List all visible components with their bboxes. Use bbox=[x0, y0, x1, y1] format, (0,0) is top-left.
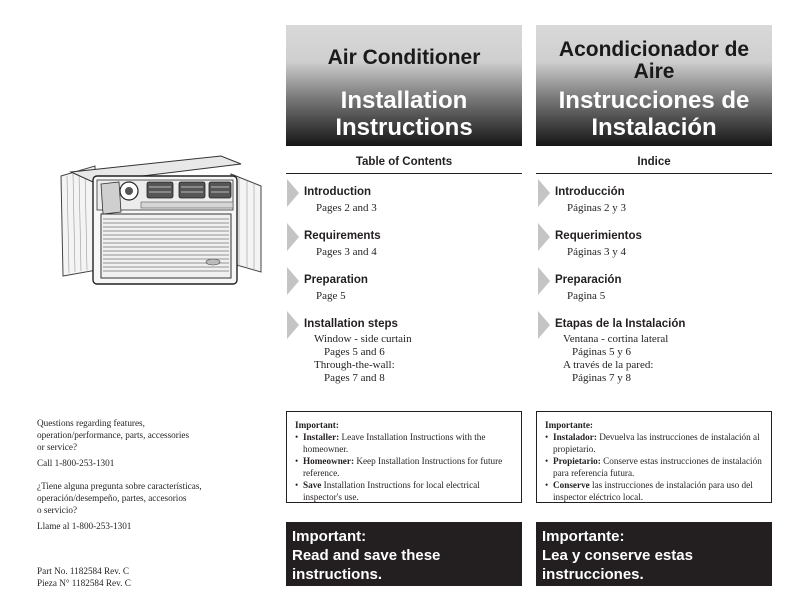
notice-item-instalador bbox=[545, 431, 763, 455]
toc-subentry-ventana-pages: Páginas 5 y 6 bbox=[572, 346, 631, 358]
contact-info-spanish bbox=[37, 480, 202, 532]
toc-entry-pages: Páginas 2 y 3 bbox=[567, 202, 626, 214]
notice-item-text: Leave Installation Instructions with the homeowner. bbox=[303, 432, 486, 454]
banner-doc-title-line2: Instalación bbox=[591, 114, 717, 141]
notice-item-installer bbox=[295, 431, 513, 455]
notice-item-text: Conserve estas instrucciones de instalación para referencia futura. bbox=[553, 456, 762, 478]
banner-doc-title-line1: Instrucciones de bbox=[558, 87, 750, 114]
important-box-line2: Read and save these bbox=[292, 547, 441, 564]
title-banner-english bbox=[286, 25, 522, 146]
toc-entry-title: Introduction bbox=[304, 186, 372, 198]
toc-entry-pages: Pages 2 and 3 bbox=[316, 202, 377, 214]
important-box-line1: Importante: bbox=[542, 528, 625, 545]
notice-item-label: Installer: bbox=[303, 432, 340, 442]
banner-product-title: Air Conditioner bbox=[327, 46, 481, 69]
notice-heading: Importante: bbox=[545, 420, 593, 430]
contact-text: operación/desempeño, partes, accesorios bbox=[37, 493, 187, 503]
toc-entry-title: Requerimientos bbox=[555, 230, 642, 242]
part-number-english: Part No. 1182584 Rev. C bbox=[37, 566, 129, 576]
toc-entry-title: Preparación bbox=[555, 274, 622, 286]
toc-entry-pages: Páginas 3 y 4 bbox=[567, 246, 626, 258]
contact-text: ¿Tiene alguna pregunta sobre características, bbox=[37, 481, 202, 491]
contact-text: operation/performance, parts, accessories bbox=[37, 430, 190, 440]
notice-item-text: Devuelva las instrucciones de instalación al propietario. bbox=[553, 432, 760, 454]
notice-item-text: las instrucciones de instalación para uso del inspector eléctrico local. bbox=[553, 480, 753, 502]
banner-doc-title-line1: Installation bbox=[340, 87, 468, 114]
banner-doc-title-line2: Instructions bbox=[335, 114, 473, 141]
contact-phone: Call 1-800-253-1301 bbox=[37, 458, 115, 468]
toc-subentry-pared-pages: Páginas 7 y 8 bbox=[572, 372, 631, 384]
arrow-icon bbox=[287, 223, 299, 251]
notice-heading: Important: bbox=[295, 420, 339, 430]
air-conditioner-illustration bbox=[57, 152, 263, 292]
part-numbers bbox=[37, 565, 131, 589]
contact-info-english bbox=[37, 417, 189, 469]
important-box-line2: Lea y conserve estas bbox=[542, 547, 693, 564]
arrow-icon bbox=[287, 267, 299, 295]
toc-subentry-wall-pages: Pages 7 and 8 bbox=[324, 372, 385, 384]
arrow-icon bbox=[538, 267, 550, 295]
toc-subentry-ventana: Ventana - cortina lateral bbox=[563, 333, 669, 345]
toc-entry-etapas bbox=[538, 311, 774, 391]
contact-text: Questions regarding features, bbox=[37, 418, 145, 428]
important-box-spanish bbox=[536, 522, 772, 586]
notice-item-text: Installation Instructions for local electrical inspector's use. bbox=[303, 480, 480, 502]
toc-entry-title: Installation steps bbox=[304, 318, 398, 330]
toc-entry-pages: Pagina 5 bbox=[567, 290, 606, 302]
important-box-line3: instructions. bbox=[292, 566, 383, 583]
banner-product-title-line2: Aire bbox=[633, 60, 675, 83]
toc-entry-installation-steps bbox=[287, 311, 523, 391]
notice-item-text: Keep Installation Instructions for future reference. bbox=[303, 456, 503, 478]
notice-item-label: Conserve bbox=[553, 480, 590, 490]
toc-entry-title: Preparation bbox=[304, 274, 368, 286]
arrow-icon bbox=[538, 311, 550, 339]
notice-item-propietario bbox=[545, 455, 763, 479]
toc-subentry-window-pages: Pages 5 and 6 bbox=[324, 346, 385, 358]
toc-divider bbox=[286, 173, 522, 174]
notice-item-label: Instalador: bbox=[553, 432, 597, 442]
important-box-line1: Important: bbox=[292, 528, 367, 545]
arrow-icon bbox=[538, 223, 550, 251]
arrow-icon bbox=[287, 179, 299, 207]
banner-product-title bbox=[536, 25, 772, 87]
important-box-line3: instrucciones. bbox=[542, 566, 644, 583]
toc-subentry-window: Window - side curtain bbox=[314, 333, 412, 345]
notice-item-save bbox=[295, 479, 513, 503]
notice-item-homeowner bbox=[295, 455, 513, 479]
toc-entry-pages: Pages 3 and 4 bbox=[316, 246, 377, 258]
toc-divider bbox=[536, 173, 772, 174]
title-banner-spanish bbox=[536, 25, 772, 146]
toc-entry-title: Introducción bbox=[555, 186, 625, 198]
toc-subentry-wall: Through-the-wall: bbox=[314, 359, 395, 371]
contact-text: o servicio? bbox=[37, 505, 78, 515]
notice-item-conserve bbox=[545, 479, 763, 503]
important-box-english bbox=[286, 522, 522, 586]
arrow-icon bbox=[287, 311, 299, 339]
notice-item-label: Propietario: bbox=[553, 456, 601, 466]
toc-entry-title: Requirements bbox=[304, 230, 381, 242]
toc-entry-title: Etapas de la Instalación bbox=[555, 318, 686, 330]
contact-phone: Llame al 1-800-253-1301 bbox=[37, 521, 132, 531]
toc-heading-spanish: Indice bbox=[637, 156, 671, 168]
banner-product-title-line1: Acondicionador de bbox=[558, 38, 750, 61]
notice-item-label: Save bbox=[303, 480, 322, 490]
toc-heading-english: Table of Contents bbox=[355, 156, 453, 168]
part-number-spanish: Pieza N° 1182584 Rev. C bbox=[37, 578, 131, 588]
important-notice-spanish bbox=[536, 411, 772, 503]
contact-text: or service? bbox=[37, 442, 78, 452]
toc-subentry-pared: A través de la pared: bbox=[563, 359, 654, 371]
toc-entry-pages: Page 5 bbox=[316, 290, 346, 302]
notice-item-label: Homeowner: bbox=[303, 456, 355, 466]
arrow-icon bbox=[538, 179, 550, 207]
important-notice-english bbox=[286, 411, 522, 503]
